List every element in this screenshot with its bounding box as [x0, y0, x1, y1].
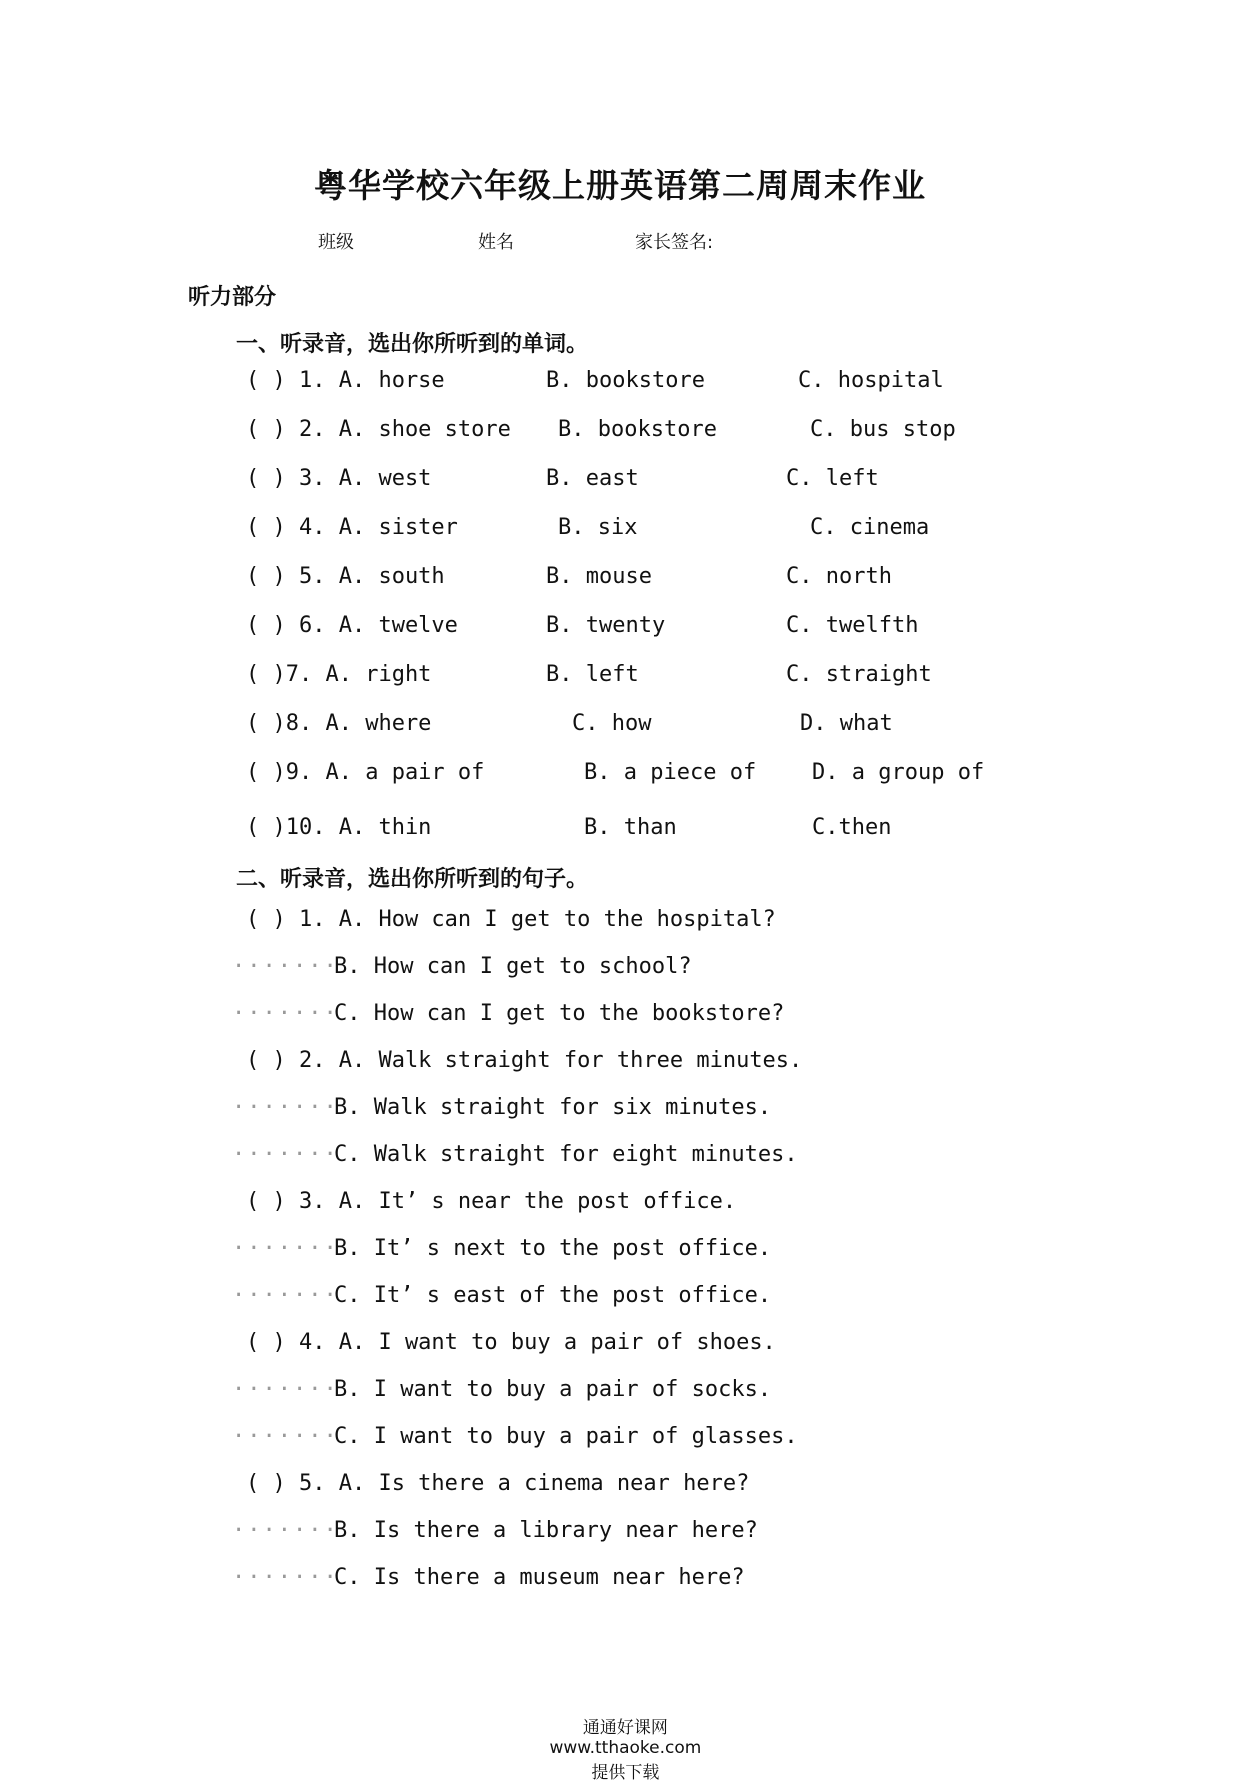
question-8: ( )8. A. where: [246, 711, 432, 736]
question-2: ( ) 2. A. shoe store: [246, 417, 511, 442]
question-1: ( ) 1. A. horse: [246, 368, 445, 393]
question-6-option-b: B. twenty: [546, 613, 666, 638]
sentence-question-3: ( ) 3. A. It’ s near the post office.: [246, 1189, 737, 1214]
question-5-option-b: B. mouse: [546, 564, 652, 589]
question-2-option-c: C. bus stop: [810, 417, 956, 442]
question-9-option-c: D. a group of: [812, 760, 985, 785]
question-5: ( ) 5. A. south: [246, 564, 445, 589]
question-10-option-c: C.then: [812, 815, 892, 840]
sentence-question-5-option-c: C. Is there a museum near here?: [334, 1565, 745, 1590]
dotted-leader: ·······: [232, 954, 339, 979]
dotted-leader: ·······: [232, 1424, 339, 1449]
part2-heading: 二、听录音，选出你所听到的句子。: [236, 867, 589, 892]
sentence-question-4: ( ) 4. A. I want to buy a pair of shoes.: [246, 1330, 776, 1355]
sentence-question-3-option-c: C. It’ s east of the post office.: [334, 1283, 772, 1308]
sentence-question-2-option-c: C. Walk straight for eight minutes.: [334, 1142, 798, 1167]
sentence-question-1-option-b: B. How can I get to school?: [334, 954, 692, 979]
question-3-option-c: C. left: [786, 466, 879, 491]
question-9-option-b: B. a piece of: [584, 760, 757, 785]
dotted-leader: ·······: [232, 1518, 339, 1543]
sentence-question-2-option-b: B. Walk straight for six minutes.: [334, 1095, 772, 1120]
dotted-leader: ·······: [232, 1565, 339, 1590]
dotted-leader: ·······: [232, 1236, 339, 1261]
footer-url[interactable]: www.tthaoke.com: [549, 1738, 702, 1758]
question-8-option-b: C. how: [572, 711, 652, 736]
dotted-leader: ·······: [232, 1095, 339, 1120]
dotted-leader: ·······: [232, 1142, 339, 1167]
question-1-option-c: C. hospital: [798, 368, 944, 393]
question-3: ( ) 3. A. west: [246, 466, 432, 491]
sentence-question-1: ( ) 1. A. How can I get to the hospital?: [246, 907, 776, 932]
question-6: ( ) 6. A. twelve: [246, 613, 458, 638]
question-7-option-c: C. straight: [786, 662, 932, 687]
question-4: ( ) 4. A. sister: [246, 515, 458, 540]
class-label: 班级: [318, 232, 354, 253]
question-6-option-c: C. twelfth: [786, 613, 919, 638]
part1-heading: 一、听录音，选出你所听到的单词。: [236, 332, 589, 357]
question-3-option-b: B. east: [546, 466, 639, 491]
sentence-question-3-option-b: B. It’ s next to the post office.: [334, 1236, 772, 1261]
question-1-option-b: B. bookstore: [546, 368, 705, 393]
page-title: 粤华学校六年级上册英语第二周周末作业: [314, 166, 926, 205]
question-9: ( )9. A. a pair of: [246, 760, 485, 785]
parent-signature-label: 家长签名:: [635, 232, 714, 253]
sentence-question-2: ( ) 2. A. Walk straight for three minutes.: [246, 1048, 803, 1073]
question-7: ( )7. A. right: [246, 662, 432, 687]
dotted-leader: ·······: [232, 1001, 339, 1026]
footer-site-name: 通通好课网: [582, 1718, 668, 1738]
question-4-option-c: C. cinema: [810, 515, 930, 540]
dotted-leader: ·······: [232, 1377, 339, 1402]
question-7-option-b: B. left: [546, 662, 639, 687]
question-8-option-c: D. what: [800, 711, 893, 736]
sentence-question-1-option-c: C. How can I get to the bookstore?: [334, 1001, 785, 1026]
sentence-question-4-option-b: B. I want to buy a pair of socks.: [334, 1377, 772, 1402]
question-10: ( )10. A. thin: [246, 815, 432, 840]
sentence-question-5-option-b: B. Is there a library near here?: [334, 1518, 758, 1543]
footer: [0, 1693, 1240, 1783]
footer-note: 提供下载: [591, 1763, 660, 1783]
dotted-leader: ·······: [232, 1283, 339, 1308]
question-2-option-b: B. bookstore: [558, 417, 717, 442]
section-title: 听力部分: [188, 285, 277, 310]
name-label: 姓名: [478, 232, 514, 253]
question-4-option-b: B. six: [558, 515, 638, 540]
question-10-option-b: B. than: [584, 815, 677, 840]
question-5-option-c: C. north: [786, 564, 892, 589]
sentence-question-4-option-c: C. I want to buy a pair of glasses.: [334, 1424, 798, 1449]
sentence-question-5: ( ) 5. A. Is there a cinema near here?: [246, 1471, 750, 1496]
